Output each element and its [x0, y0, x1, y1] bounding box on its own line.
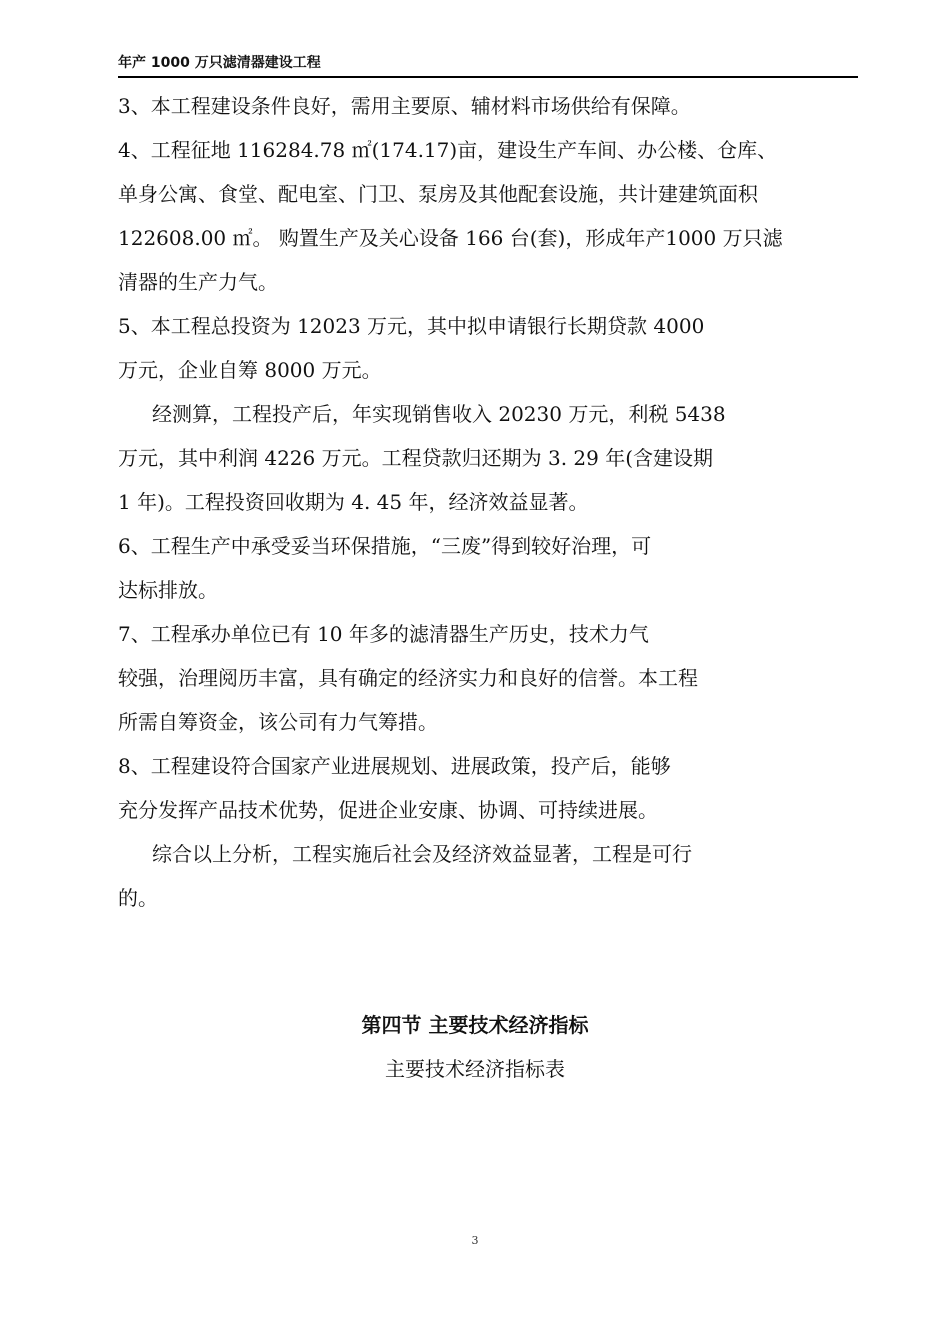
paragraph-line: 7、工程承办单位已有 10 年多的滤清器生产历史，技术力气 [118, 622, 649, 646]
header-title: 年产 1000 万只滤清器建设工程 [118, 55, 321, 71]
page-header [118, 52, 858, 78]
paragraph-line: 1 年)。工程投资回收期为 4. 45 年，经济效益显著。 [118, 490, 589, 514]
paragraph-line: 达标排放。 [118, 578, 218, 602]
paragraph-line: 万元，企业自筹 8000 万元。 [118, 358, 382, 382]
paragraph-line: 4、工程征地 116284.78 ㎡(174.17)亩，建设生产车间、办公楼、仓库、 [118, 138, 778, 162]
page-number: 3 [471, 1234, 479, 1247]
paragraph-line: 充分发挥产品技术优势，促进企业安康、协调、可持续进展。 [118, 798, 658, 822]
paragraph-line: 单身公寓、食堂、配电室、门卫、泵房及其他配套设施，共计建建筑面积 [118, 182, 758, 206]
body-text [118, 84, 843, 920]
paragraph-line: 6、工程生产中承受妥当环保措施，“三废”得到较好治理，可 [118, 534, 652, 558]
paragraph-line: 8、工程建设符合国家产业进展规划、进展政策，投产后，能够 [118, 754, 671, 778]
paragraph-line: 3、本工程建设条件良好，需用主要原、辅材料市场供给有保障。 [118, 94, 691, 118]
paragraph-line: 万元，其中利润 4226 万元。工程贷款归还期为 3. 29 年(含建设期 [118, 446, 714, 470]
paragraph-line: 122608.00 ㎡。 购置生产及关心设备 166 台(套)，形成年产1000 万只滤 [118, 226, 783, 250]
paragraph-line: 经测算，工程投产后，年实现销售收入 20230 万元，利税 5438 [152, 402, 726, 426]
paragraph-line: 综合以上分析，工程实施后社会及经济效益显著，工程是可行 [152, 842, 692, 866]
paragraph-line: 清器的生产力气。 [118, 270, 278, 294]
table-caption: 主要技术经济指标表 [385, 1057, 565, 1081]
paragraph-line: 较强，治理阅历丰富，具有确定的经济实力和良好的信誉。本工程 [118, 666, 698, 690]
paragraph-line: 5、本工程总投资为 12023 万元，其中拟申请银行长期贷款 4000 [118, 314, 705, 338]
paragraph-line: 所需自筹资金，该公司有力气筹措。 [118, 710, 438, 734]
paragraph-line: 的。 [118, 886, 158, 910]
section-heading: 第四节 主要技术经济指标 [361, 1013, 589, 1037]
